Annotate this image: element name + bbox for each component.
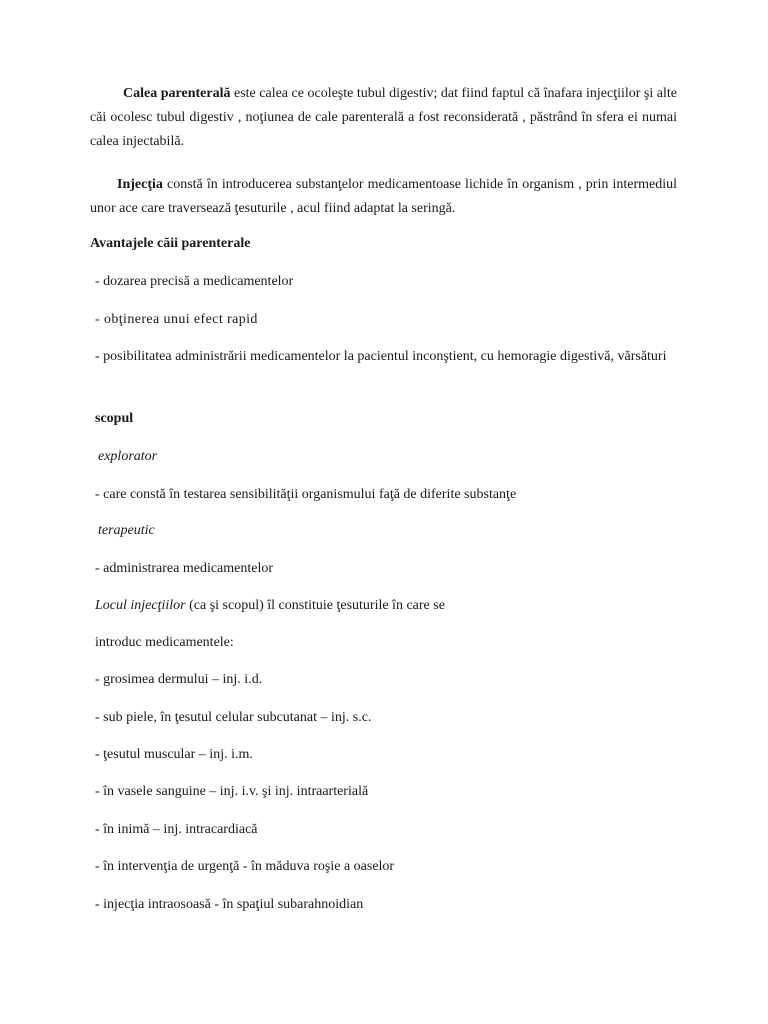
paragraph-calea-parenterala [90, 82, 677, 154]
paragraph-text: (ca şi scopul) îl constituie ţesuturile în care se [185, 598, 445, 613]
list-item: - în vasele sanguine – inj. i.v. şi inj. intraarterială [95, 784, 369, 799]
paragraph-injectia [90, 173, 677, 221]
list-item: - sub piele, în ţesutul celular subcutanat – inj. s.c. [95, 710, 372, 725]
list-item: - ţesutul muscular – inj. i.m. [95, 747, 253, 762]
list-item: - care constă în testarea sensibilităţii organismului faţă de diferite substanţe [95, 487, 517, 502]
label-explorator: explorator [98, 449, 158, 464]
paragraph-text: introduc medicamentele: [95, 635, 234, 650]
list-item: - în intervenţia de urgenţă - în măduva roşie a oaselor [95, 859, 395, 874]
term-calea-parenterala: Calea parenterală [123, 86, 231, 101]
paragraph-text: constă în introducerea substanţelor medicamentoase lichide în organism , prin intermediul unor ace care traversează ţesuturile , acul fiind adaptat la seringă. [90, 177, 677, 216]
term-injectia: Injecţia [117, 177, 163, 192]
term-locul-injectiilor: Locul injecţiilor [95, 598, 186, 613]
list-item: - administrarea medicamentelor [95, 561, 274, 576]
list-item: - injecţia intraosoasă - în spaţiul subarahnoidian [95, 897, 364, 912]
list-item: - în inimă – inj. intracardiacă [95, 822, 258, 837]
list-item: - obţinerea unui efect rapid [95, 312, 258, 327]
heading-avantaje: Avantajele căii parenterale [90, 236, 251, 251]
list-item: - posibilitatea administrării medicamentelor la pacientul inconştient, cu hemoragie digestivă, vărsături [95, 349, 667, 364]
list-item: - grosimea dermului – inj. i.d. [95, 672, 263, 687]
paragraph-text: este calea ce ocoleşte tubul digestiv; dat fiind faptul că înafara injecţiilor şi alte căi ocolesc tubul digestiv , noţiunea de cale parenterală a fost reconsiderată , păstrând în sfera ei numai calea injectabilă. [90, 86, 677, 149]
label-terapeutic: terapeutic [98, 523, 155, 538]
list-item: - dozarea precisă a medicamentelor [95, 274, 294, 289]
heading-scopul: scopul [95, 411, 134, 426]
paragraph-locul-injectiilor [95, 594, 445, 618]
